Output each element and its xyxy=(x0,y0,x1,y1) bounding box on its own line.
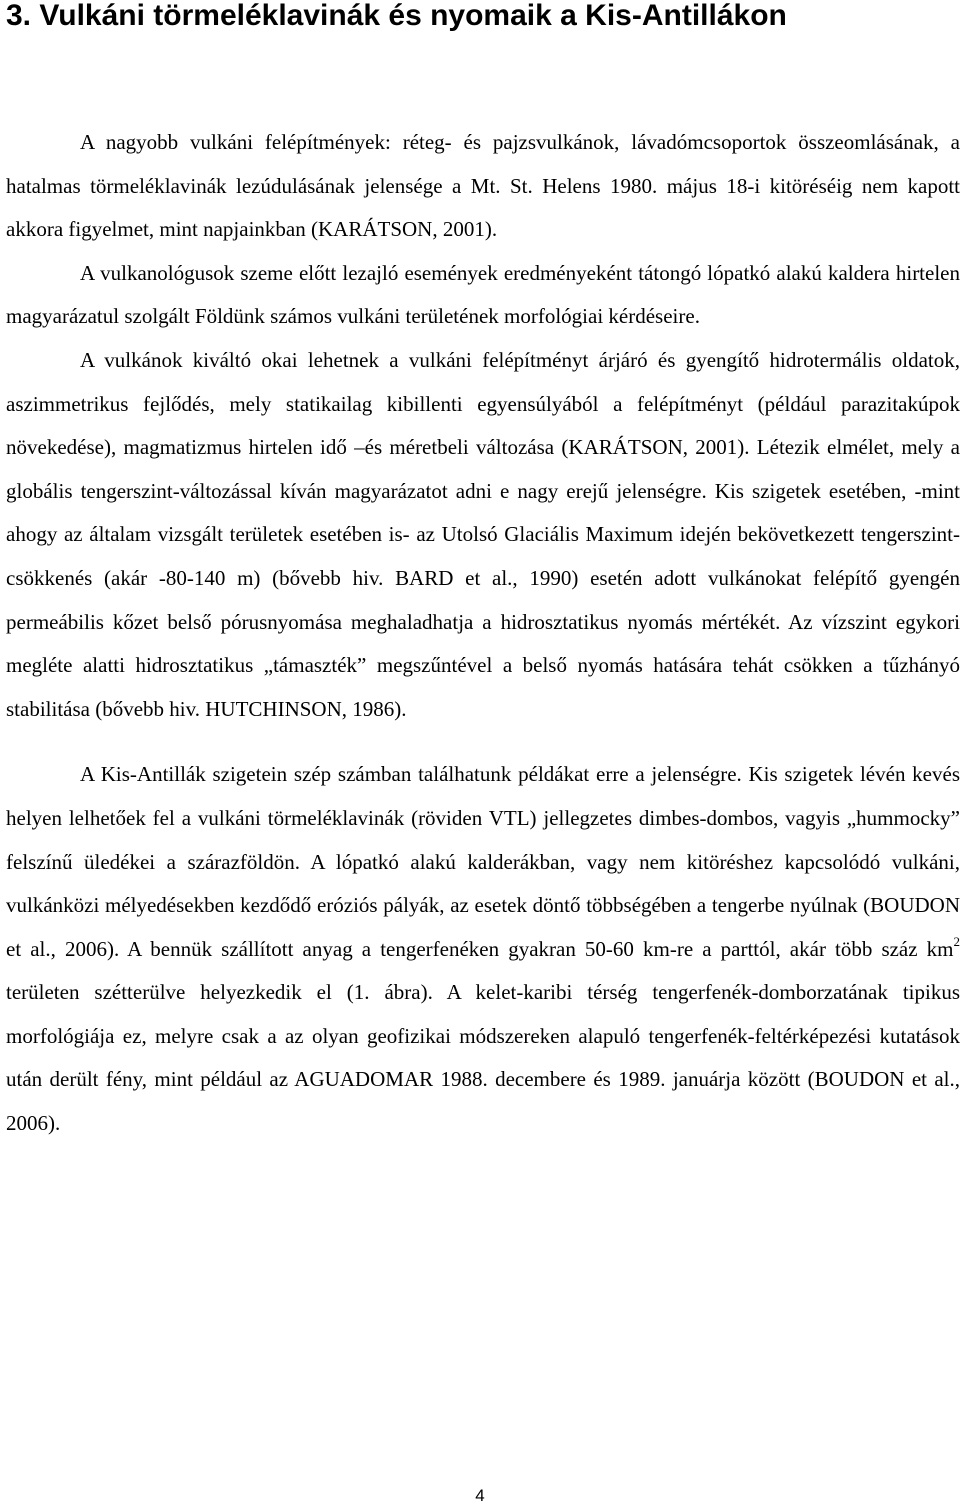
paragraph-2: A vulkanológusok szeme előtt lezajló események eredményeként tátongó lópatkó alakú kaldera hirtelen magyarázatul szolgált Földünk számos vulkáni területének morfológiai kérdéseire. xyxy=(6,260,960,329)
paragraph-4-part-1: A Kis-Antillák szigetein szép számban találhatunk példákat erre a jelenségre. Kis szigetek lévén kevés helyen lelhetőek fel a vulkáni törmeléklavinák (röviden VTL) jellegzetes dimbes-dombos, vagyis „hummocky” felszínű üledékei a szárazföldön. A lópatkó alakú kalderákban, vagy nem kitöréshez kapcsolódó vulkáni, vulkánközi mélyedésekben kezdődő eróziós pályák, az esetek döntő többségében a tengerbe nyúlnak (BOUDON et al., 2006). A bennük szállított anyag a tengerfenéken gyakran 50-60 km-re a parttól, akár több száz km xyxy=(6,762,960,961)
body-text xyxy=(6,121,960,1146)
paragraph-gap xyxy=(6,731,960,753)
paragraph-4-part-2: területen szétterülve helyezkedik el (1. ábra). A kelet-karibi térség tengerfenék-domborzatának tipikus morfológiája ez, melyre csak a az olyan geofizikai módszereken alapuló tengerfenék-feltérképezési kutatások után derült fény, mint például az AGUADOMAR 1988. decembere és 1989. januárja között (BOUDON et al., 2006). xyxy=(6,980,960,1136)
section-heading: 3. Vulkáni törmeléklavinák és nyomaik a Kis-Antillákon xyxy=(6,0,787,32)
paragraph-4 xyxy=(6,753,960,1145)
paragraph-1: A nagyobb vulkáni felépítmények: réteg- és pajzsvulkánok, lávadómcsoportok összeomlásának, a hatalmas törmeléklavinák lezúdulásának jelensége a Mt. St. Helens 1980. május 18-i kitöréséig nem kapott akkora figyelmet, mint napjainkban (KARÁTSON, 2001). xyxy=(6,130,960,242)
superscript-2: 2 xyxy=(953,933,960,949)
page-number: 4 xyxy=(475,1486,485,1505)
paragraph-3: A vulkánok kiváltó okai lehetnek a vulkáni felépítményt árjáró és gyengítő hidrotermális oldatok, aszimmetrikus fejlődés, mely statikailag kibillenti egyensúlyából a felépítményt (például parazitakúpok növekedése), magmatizmus hirtelen idő –és méretbeli változása (KARÁTSON, 2001). Létezik elmélet, mely a globális tengerszint-változással kíván magyarázatot adni e nagy erejű jelenségre. Kis szigetek esetében, -mint ahogy az általam vizsgált területek esetében is- az Utolsó Glaciális Maximum idején bekövetkezett tengerszint-csökkenés (akár -80-140 m) (bővebb hiv. BARD et al., 1990) esetén adott vulkánokat felépítő gyengén permeábilis kőzet belső pórusnyomása meghaladhatja a hidrosztatikus nyomás mértékét. Az vízszint egykori megléte alatti hidrosztatikus „támaszték” megszűntével a belső nyomás hatására tehát csökken a tűzhányó stabilitása (bővebb hiv. HUTCHINSON, 1986). xyxy=(6,347,960,721)
